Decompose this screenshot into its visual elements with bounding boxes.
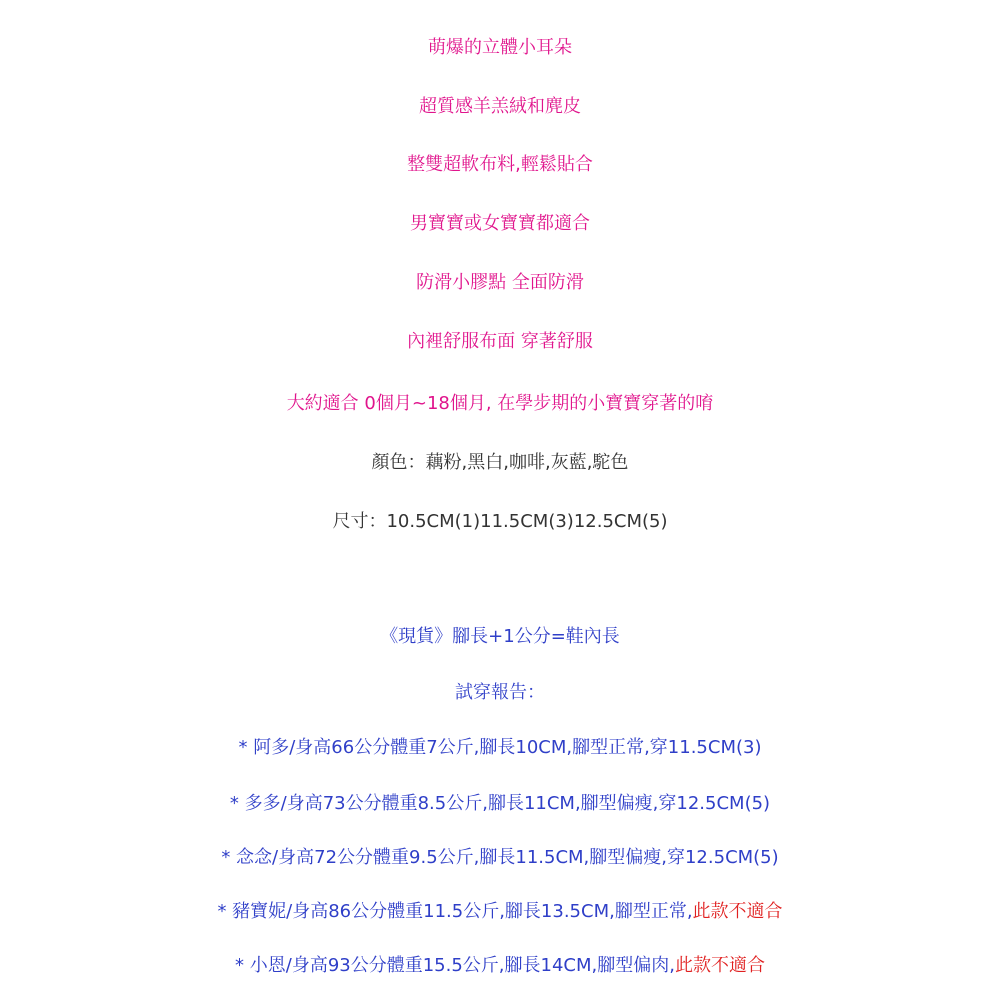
- report-text: * 小恩/身高93公分體重15.5公斤,腳長14CM,腳型偏肉,: [235, 955, 675, 976]
- fitting-report-item: [0, 736, 1000, 760]
- sizes-line: 尺寸：10.5CM(1)11.5CM(3)12.5CM(5): [332, 511, 668, 532]
- feature-line: 內裡舒服布面 穿著舒服: [407, 331, 593, 352]
- stock-note: 《現貨》腳長+1公分=鞋內長: [380, 626, 620, 647]
- report-warning: 此款不適合: [674, 955, 765, 976]
- feature-line: 男寶寶或女寶寶都適合: [410, 213, 590, 234]
- fitting-report-item: [0, 846, 1000, 870]
- fitting-report-item: [0, 792, 1000, 816]
- feature-line: 整雙超軟布料,輕鬆貼合: [407, 154, 593, 175]
- feature-line: 萌爆的立體小耳朵: [428, 37, 572, 58]
- report-text: * 豬寶妮/身高86公分體重11.5公斤,腳長13.5CM,腳型正常,: [217, 901, 693, 922]
- report-text: * 念念/身高72公分體重9.5公斤,腳長11.5CM,腳型偏瘦,穿12.5CM(5): [221, 847, 779, 868]
- fitting-report-item: [0, 954, 1000, 978]
- feature-line: 超質感羊羔絨和麂皮: [419, 96, 581, 117]
- feature-line: 防滑小膠點 全面防滑: [416, 272, 584, 293]
- fitting-report-item: [0, 900, 1000, 924]
- fitting-report-title: 試穿報告：: [455, 682, 545, 703]
- report-text: * 多多/身高73公分體重8.5公斤,腳長11CM,腳型偏瘦,穿12.5CM(5): [229, 793, 771, 814]
- colors-line: 顏色：藕粉,黑白,咖啡,灰藍,駝色: [371, 452, 629, 473]
- age-range-line: 大約適合 0個月~18個月, 在學步期的小寶寶穿著的唷: [286, 393, 714, 414]
- report-text: * 阿多/身高66公分體重7公斤,腳長10CM,腳型正常,穿11.5CM(3): [238, 737, 762, 758]
- report-warning: 此款不適合: [692, 901, 783, 922]
